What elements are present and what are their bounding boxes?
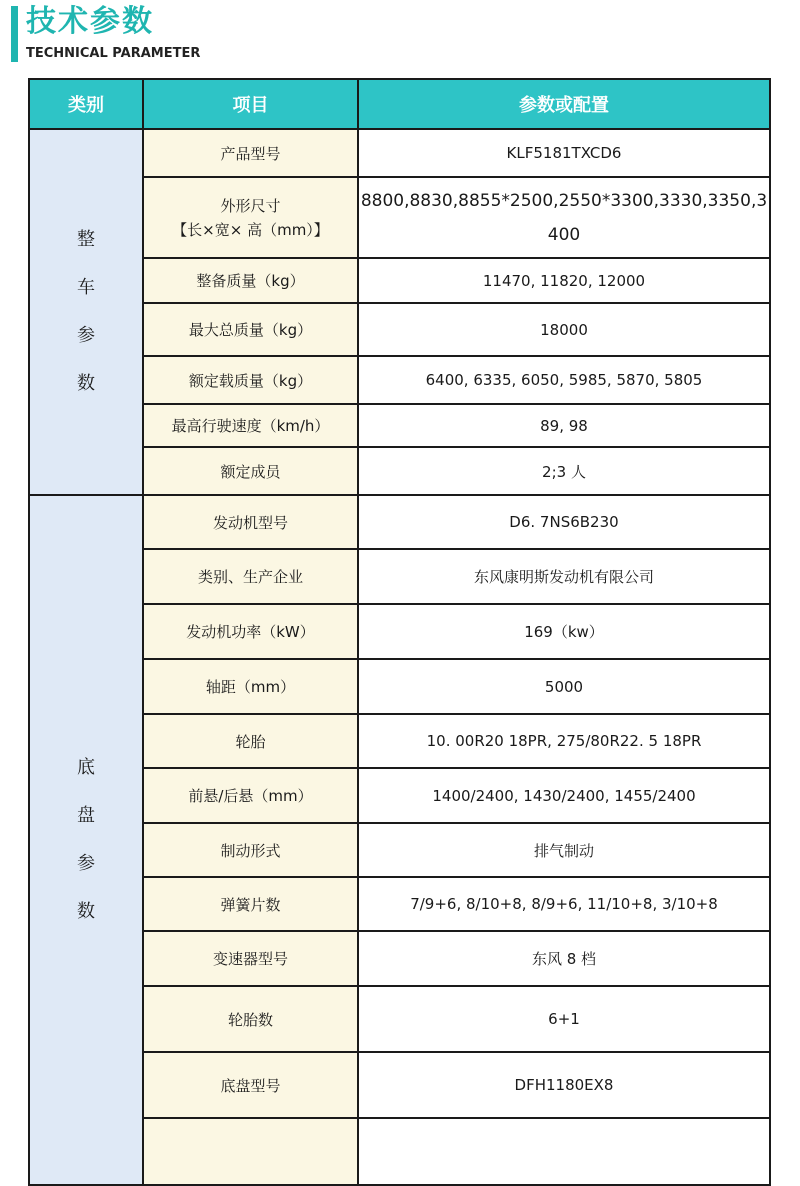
table-row <box>29 495 770 549</box>
value-cell: 7/9+6, 8/10+8, 8/9+6, 11/10+8, 3/10+8 <box>358 877 770 931</box>
item-cell: 整备质量（kg） <box>143 258 358 303</box>
table-row <box>29 129 770 177</box>
parameter-table <box>28 78 771 1186</box>
item-cell: 发动机型号 <box>143 495 358 549</box>
column-header-item: 项目 <box>143 79 358 129</box>
value-cell: KLF5181TXCD6 <box>358 129 770 177</box>
item-cell: 类别、生产企业 <box>143 549 358 604</box>
category-cell-vehicle <box>29 129 143 495</box>
value-cell: 89, 98 <box>358 404 770 447</box>
item-cell: 前悬/后悬（mm） <box>143 768 358 823</box>
item-cell: 最高行驶速度（km/h） <box>143 404 358 447</box>
value-cell: 8800,8830,8855*2500,2550*3300,3330,3350,3400 <box>358 177 770 258</box>
section-header <box>0 0 800 78</box>
value-cell: 2;3 人 <box>358 447 770 495</box>
item-cell-line: 外形尺寸 <box>220 196 281 215</box>
item-cell: 额定成员 <box>143 447 358 495</box>
value-cell <box>358 1118 770 1185</box>
value-cell: 东风 8 档 <box>358 931 770 986</box>
category-cell-chassis <box>29 495 143 1185</box>
item-cell: 轴距（mm） <box>143 659 358 714</box>
accent-bar <box>11 6 18 62</box>
column-header-value: 参数或配置 <box>358 79 770 129</box>
page-subtitle: TECHNICAL PARAMETER <box>26 46 201 61</box>
value-cell: 6+1 <box>358 986 770 1052</box>
column-header-category: 类别 <box>29 79 143 129</box>
item-cell: 底盘型号 <box>143 1052 358 1118</box>
value-cell: 10. 00R20 18PR, 275/80R22. 5 18PR <box>358 714 770 768</box>
value-cell: 1400/2400, 1430/2400, 1455/2400 <box>358 768 770 823</box>
page-title: 技术参数 <box>26 4 154 39</box>
value-cell: 169（kw） <box>358 604 770 659</box>
value-cell: 东风康明斯发动机有限公司 <box>358 549 770 604</box>
item-cell <box>143 177 358 258</box>
value-cell: D6. 7NS6B230 <box>358 495 770 549</box>
item-cell-line: 【长×宽× 高（mm）】 <box>172 220 329 239</box>
item-cell: 产品型号 <box>143 129 358 177</box>
item-cell <box>143 1118 358 1185</box>
item-cell: 变速器型号 <box>143 931 358 986</box>
item-cell: 轮胎数 <box>143 986 358 1052</box>
item-cell: 制动形式 <box>143 823 358 877</box>
item-cell: 弹簧片数 <box>143 877 358 931</box>
item-cell: 最大总质量（kg） <box>143 303 358 356</box>
category-label: 整车参数 <box>77 229 95 394</box>
value-cell: 6400, 6335, 6050, 5985, 5870, 5805 <box>358 356 770 404</box>
table-header-row <box>29 79 770 129</box>
item-cell: 额定载质量（kg） <box>143 356 358 404</box>
value-cell: 5000 <box>358 659 770 714</box>
category-label: 底盘参数 <box>77 757 95 922</box>
value-cell: 排气制动 <box>358 823 770 877</box>
item-cell: 发动机功率（kW） <box>143 604 358 659</box>
value-cell: 18000 <box>358 303 770 356</box>
value-cell: DFH1180EX8 <box>358 1052 770 1118</box>
item-cell: 轮胎 <box>143 714 358 768</box>
value-cell: 11470, 11820, 12000 <box>358 258 770 303</box>
